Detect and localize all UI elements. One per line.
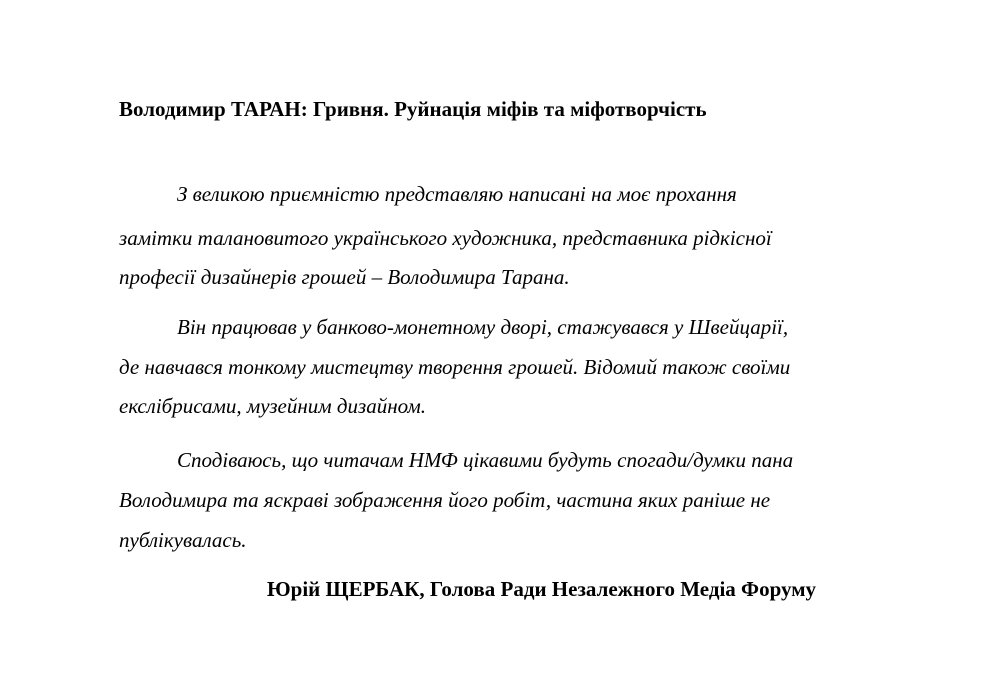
paragraph-3-line-2: Володимира та яскраві зображення його робіт, частина яких раніше не [119, 488, 771, 512]
document-title: Володимир ТАРАН: Гривня. Руйнація міфів та міфотворчість [119, 97, 707, 121]
signature: Юрій ЩЕРБАК, Голова Ради Незалежного Медіа Форуму [267, 577, 817, 601]
paragraph-2-line-2: де навчався тонкому мистецтву творення грошей. Відомий також своїми [119, 355, 791, 379]
paragraph-2-line-1: Він працював у банково-монетному дворі, стажувався у Швейцарії, [177, 315, 789, 339]
paragraph-2-line-3: екслібрисами, музейним дизайном. [119, 394, 427, 418]
paragraph-1-line-1: З великою приємністю представляю написані на моє прохання [177, 182, 737, 206]
paragraph-3-line-3: публікувалась. [119, 528, 247, 552]
paragraph-1-line-3: професії дизайнерів грошей – Володимира Тарана. [119, 265, 570, 289]
paragraph-1-line-2: замітки талановитого українського художника, представника рідкісної [119, 226, 772, 250]
paragraph-3-line-1: Сподіваюсь, що читачам НМФ цікавими будуть спогади/думки пана [177, 448, 794, 472]
